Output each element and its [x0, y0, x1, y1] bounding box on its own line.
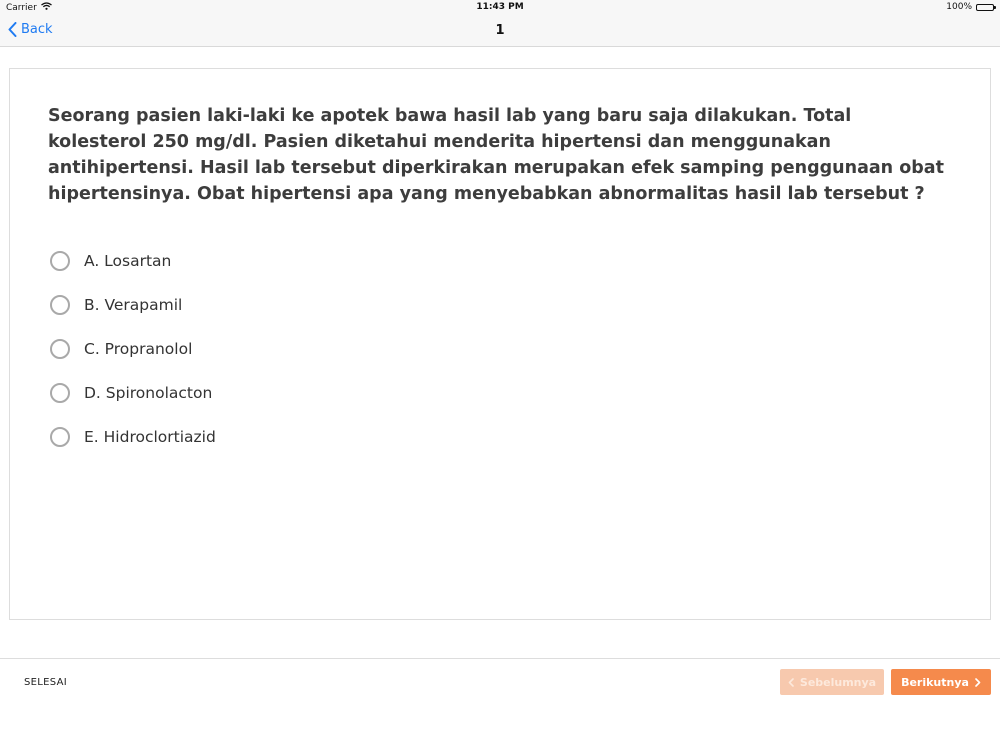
option-b[interactable]	[50, 283, 216, 327]
question-text: Seorang pasien laki-laki ke apotek bawa hasil lab yang baru saja dilakukan. Total kolesterol 250 mg/dl. Pasien diketahui menderita hipertensi dan menggunakan antihipertensi. Hasil lab tersebut diperkirakan merupakan efek samping penggunaan obat hipertensinya. Obat hipertensi apa yang menyebabkan abnormalitas hasil lab tersebut ?	[48, 106, 944, 204]
status-time: 11:43 PM	[476, 2, 524, 12]
previous-button[interactable]	[780, 669, 884, 695]
answer-options	[50, 239, 216, 459]
radio-button-icon[interactable]	[50, 383, 70, 403]
option-label: B. Verapamil	[84, 296, 183, 314]
finish-button[interactable]: SELESAI	[24, 677, 67, 688]
chevron-right-icon	[975, 678, 981, 687]
footer-bar	[0, 658, 1000, 750]
radio-button-icon[interactable]	[50, 427, 70, 447]
option-label: C. Propranolol	[84, 340, 193, 358]
option-label: A. Losartan	[84, 252, 172, 270]
option-label: D. Spironolacton	[84, 384, 213, 402]
carrier-label: Carrier	[6, 2, 37, 13]
option-c[interactable]	[50, 327, 216, 371]
previous-label: Sebelumnya	[799, 675, 877, 689]
back-label: Back	[21, 22, 53, 37]
option-e[interactable]	[50, 415, 216, 459]
status-right	[946, 2, 994, 12]
option-label: E. Hidroclortiazid	[84, 428, 216, 446]
option-d[interactable]	[50, 371, 216, 415]
page-title: 1	[495, 23, 505, 38]
navigation-bar	[0, 16, 1000, 47]
battery-percent: 100%	[946, 2, 972, 12]
chevron-left-icon	[788, 678, 794, 687]
radio-button-icon[interactable]	[50, 295, 70, 315]
radio-button-icon[interactable]	[50, 251, 70, 271]
option-a[interactable]	[50, 239, 216, 283]
next-label: Berikutnya	[901, 675, 969, 689]
question-card	[9, 68, 991, 620]
status-bar	[0, 0, 1000, 16]
radio-button-icon[interactable]	[50, 339, 70, 359]
battery-icon	[976, 4, 994, 11]
next-button[interactable]	[891, 669, 991, 695]
